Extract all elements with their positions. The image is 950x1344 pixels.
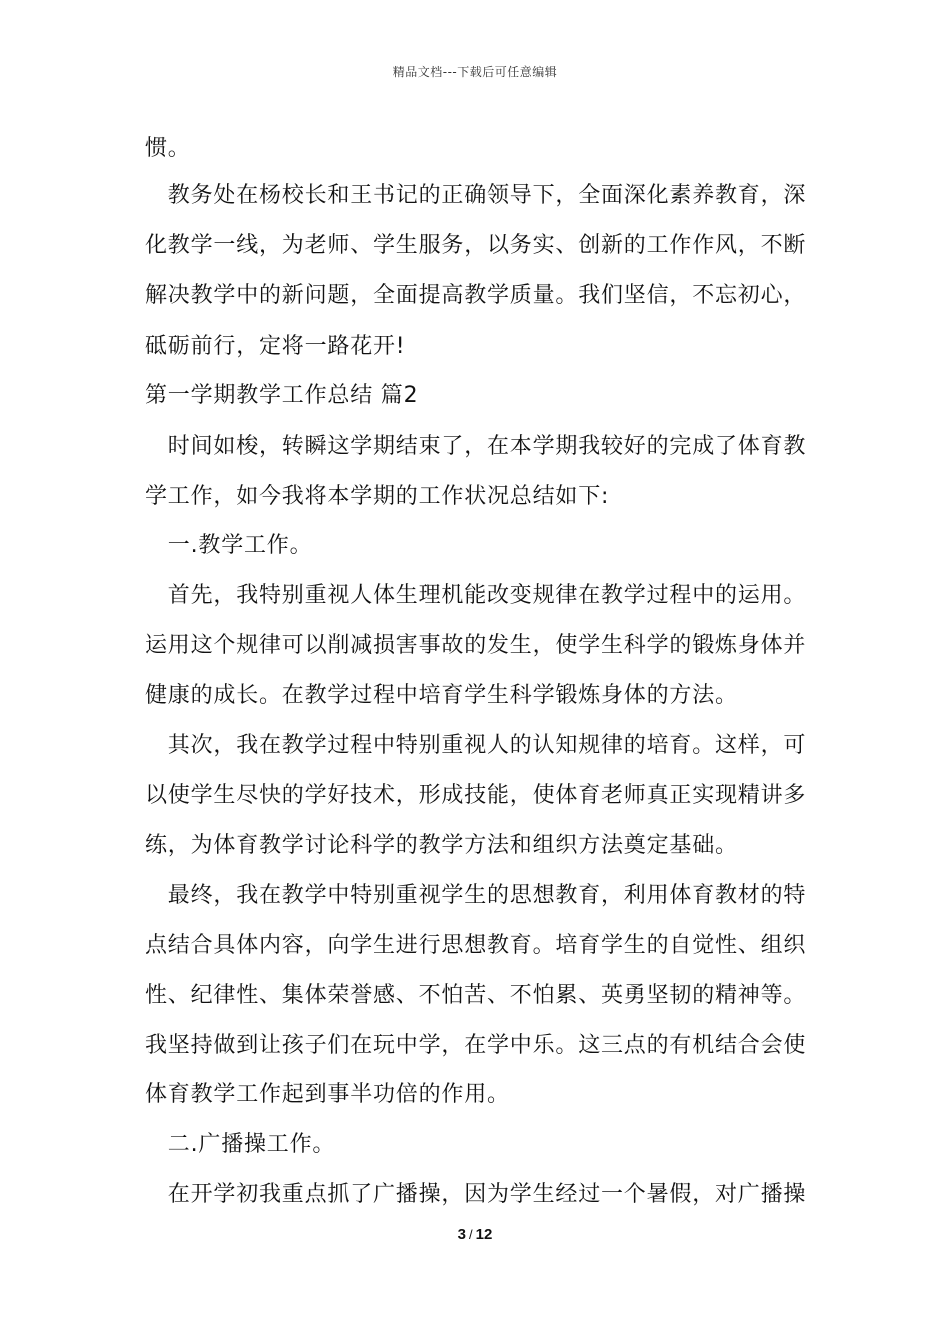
paragraph-line: 惯。	[145, 136, 191, 161]
paragraph-line: 性、纪律性、集体荣誉感、不怕苦、不怕累、英勇坚韧的精神等。	[145, 983, 807, 1008]
subsection-heading: 一.教学工作。	[145, 533, 313, 558]
paragraph-line: 最终，我在教学中特别重视学生的思想教育，利用体育教材的特	[145, 883, 807, 908]
subsection-heading: 二.广播操工作。	[145, 1132, 336, 1157]
paragraph-line: 砥砺前行，定将一路花开!	[145, 334, 406, 359]
total-pages: 12	[475, 1226, 493, 1243]
paragraph-line: 化教学一线，为老师、学生服务，以务实、创新的工作作风，不断	[145, 233, 807, 258]
paragraph-line: 首先，我特别重视人体生理机能改变规律在教学过程中的运用。	[145, 583, 807, 608]
page-number	[0, 1226, 950, 1243]
paragraph-line: 学工作，如今我将本学期的工作状况总结如下:	[145, 484, 610, 509]
paragraph-line: 运用这个规律可以削减损害事故的发生，使学生科学的锻炼身体并	[145, 633, 807, 658]
paragraph-line: 在开学初我重点抓了广播操，因为学生经过一个暑假，对广播操	[145, 1182, 807, 1207]
section-heading: 第一学期教学工作总结 篇2	[145, 383, 419, 408]
page-separator: /	[469, 1227, 473, 1242]
paragraph-line: 点结合具体内容，向学生进行思想教育。培育学生的自觉性、组织	[145, 933, 807, 958]
paragraph-line: 其次，我在教学过程中特别重视人的认知规律的培育。这样，可	[145, 733, 807, 758]
paragraph-line: 健康的成长。在教学过程中培育学生科学锻炼身体的方法。	[145, 683, 738, 708]
paragraph-line: 时间如梭，转瞬这学期结束了，在本学期我较好的完成了体育教	[145, 434, 807, 459]
paragraph-line: 教务处在杨校长和王书记的正确领导下，全面深化素养教育，深	[145, 183, 807, 208]
current-page: 3	[457, 1226, 467, 1243]
paragraph-line: 以使学生尽快的学好技术，形成技能，使体育老师真正实现精讲多	[145, 783, 807, 808]
page-header: 精品文档---下载后可任意编辑	[392, 65, 558, 79]
paragraph-line: 体育教学工作起到事半功倍的作用。	[145, 1082, 510, 1107]
paragraph-line: 解决教学中的新问题，全面提高教学质量。我们坚信，不忘初心，	[145, 283, 807, 308]
paragraph-line: 我坚持做到让孩子们在玩中学，在学中乐。这三点的有机结合会使	[145, 1033, 807, 1058]
paragraph-line: 练，为体育教学讨论科学的教学方法和组织方法奠定基础。	[145, 833, 738, 858]
